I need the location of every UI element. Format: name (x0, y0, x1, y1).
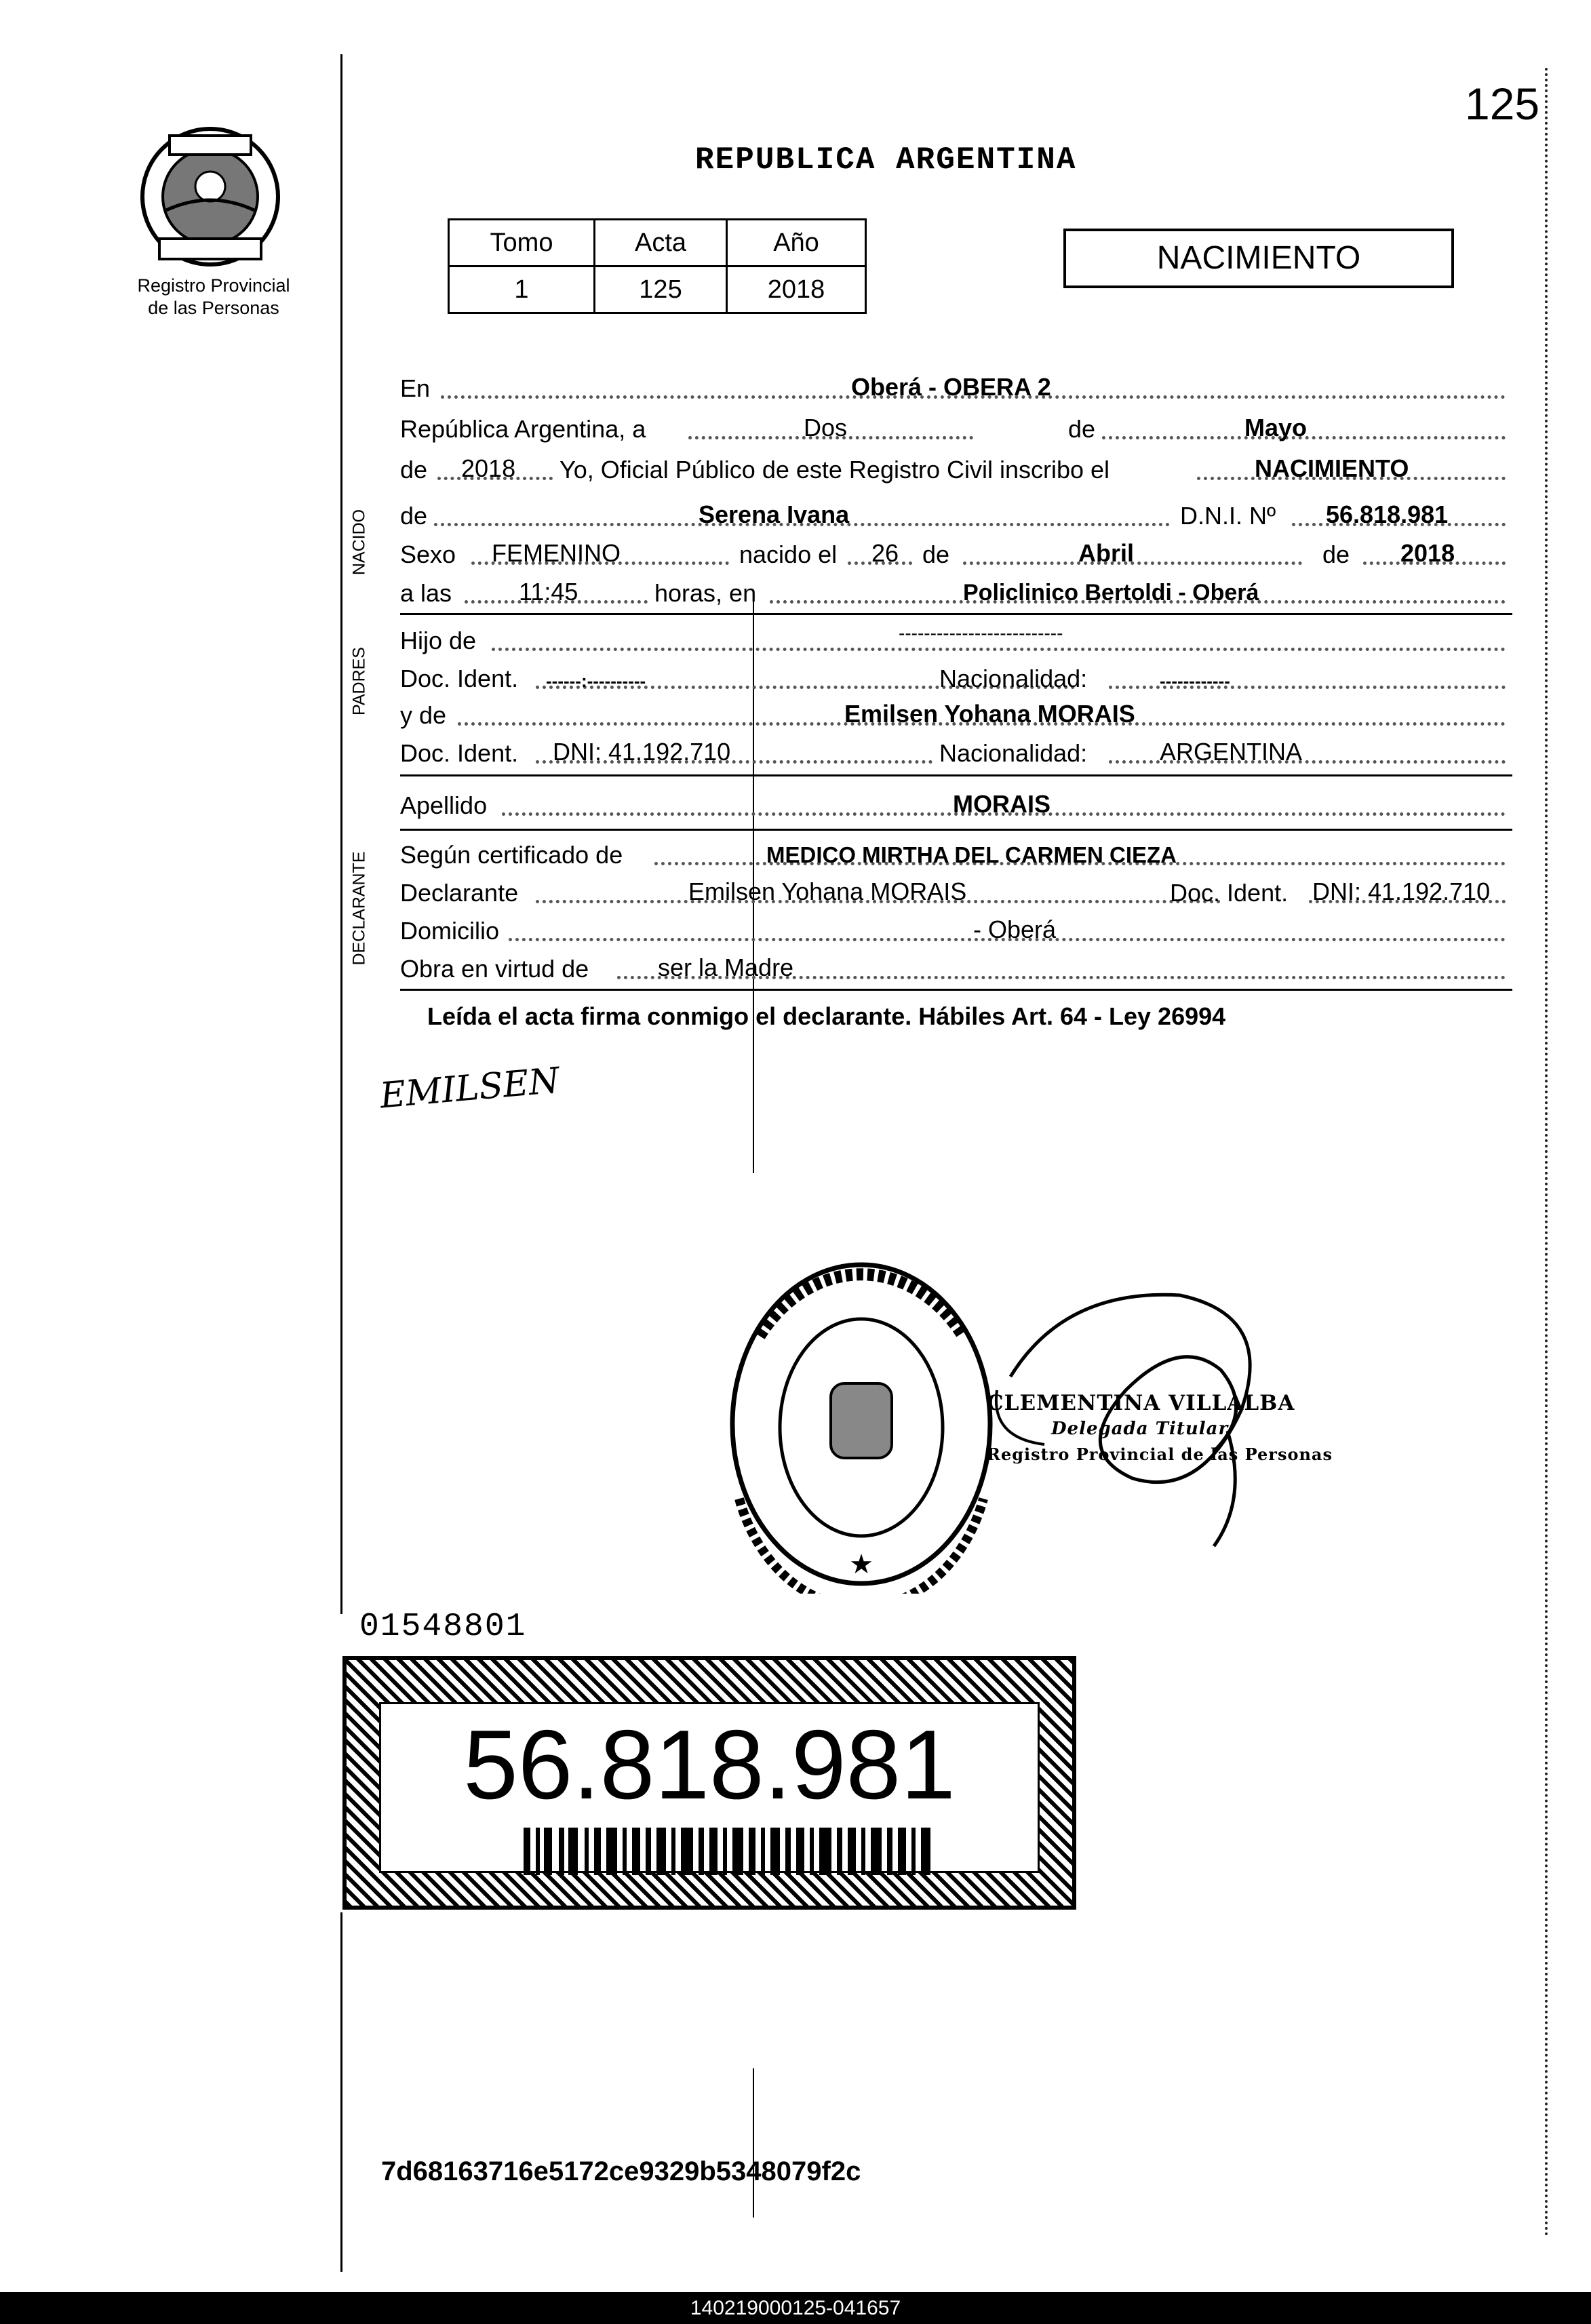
sex-value: FEMENINO (492, 539, 621, 567)
doc2-value: DNI: 41.192.710 (553, 738, 731, 766)
section-divider (400, 989, 1512, 991)
row-place (400, 366, 1512, 407)
org-line-1: Registro Provincial (137, 275, 290, 296)
nat1-label: Nacionalidad: (939, 665, 1088, 692)
doc3-label: Doc. Ident. (1170, 879, 1289, 907)
month-value: Mayo (1244, 414, 1308, 441)
child-of-label: Hijo de (400, 627, 477, 654)
cert-value: MEDICO MIRTHA DEL CARMEN CIEZA (766, 842, 1177, 867)
official-name: CLEMENTINA VILLALBA (987, 1391, 1295, 1415)
value-ano: 2018 (727, 267, 866, 313)
row-sex-birth (400, 532, 1512, 573)
province-seal-logo (119, 122, 302, 271)
nat2-value: ARGENTINA (1160, 738, 1303, 766)
nat2-label: Nacionalidad: (939, 739, 1088, 767)
surname-label: Apellido (400, 791, 488, 819)
official-org: Registro Provincial de las Personas (987, 1444, 1333, 1464)
address-label: Domicilio (400, 917, 500, 945)
time-value: 11:45 (519, 578, 578, 606)
declarant-label: Declarante (400, 879, 519, 907)
center-fold-line-lower (753, 2068, 754, 2218)
section-divider (400, 829, 1512, 831)
country-label: República Argentina, a (400, 415, 646, 443)
de4-label: de (1322, 540, 1350, 568)
mother-value: Emilsen Yohana MORAIS (844, 700, 1135, 728)
row-certificate (400, 833, 1512, 873)
header-acta: Acta (595, 220, 727, 267)
birth-day-value: 26 (871, 539, 899, 567)
nat1-value: ------------ (1160, 671, 1230, 691)
year-value: 2018 (461, 454, 516, 482)
and-label: y de (400, 701, 447, 729)
dni-value: 56.818.981 (1326, 500, 1449, 528)
en-label: En (400, 374, 431, 402)
footer-code-bar: 140219000125-041657 (0, 2292, 1591, 2324)
row-acts (400, 947, 1512, 987)
row-name (400, 494, 1512, 534)
doc3-value: DNI: 41.192.710 (1312, 878, 1491, 905)
declarant-value: Emilsen Yohana MORAIS (688, 878, 967, 905)
dni-banner (342, 1656, 1076, 1910)
doc2-label: Doc. Ident. (400, 739, 519, 767)
registry-org-name (112, 275, 315, 319)
official-signature-block (987, 1390, 1333, 1468)
sex-label: Sexo (400, 540, 456, 568)
dni-banner-number: 56.818.981 (463, 1710, 956, 1819)
act-type-box: NACIMIENTO (1063, 229, 1454, 288)
birth-place-value: Policlinico Bertoldi - Oberá (963, 580, 1259, 606)
row-doc-2 (400, 731, 1512, 772)
place-value: Oberá - OBERA 2 (851, 373, 1051, 401)
surname-value: MORAIS (953, 790, 1050, 818)
hours-label: horas, en (654, 579, 757, 607)
de3-label: de (922, 540, 950, 568)
section-label-padres: PADRES (349, 647, 369, 715)
day-value: Dos (804, 414, 848, 441)
child-name-value: Serena Ivana (699, 500, 850, 528)
of-label: de (400, 502, 428, 530)
act-value: NACIMIENTO (1255, 454, 1409, 482)
header-tomo: Tomo (449, 220, 595, 267)
value-acta: 125 (595, 267, 727, 313)
country-heading: REPUBLICA ARGENTINA (695, 142, 1077, 178)
doc1-label: Doc. Ident. (400, 665, 519, 692)
registry-table (448, 218, 867, 314)
section-label-declarante: DECLARANTE (349, 851, 369, 966)
row-address (400, 909, 1512, 949)
document-hash: 7d68163716e5172ce9329b5348079f2c (381, 2156, 861, 2186)
row-surname (400, 783, 1512, 824)
row-father (400, 618, 1512, 659)
closing-statement: Leída el acta firma conmigo el declarante. Hábiles Art. 64 - Ley 26994 (427, 1002, 1226, 1030)
row-doc-1 (400, 656, 1512, 697)
de-label: de (1068, 415, 1096, 443)
section-label-nacido: NACIDO (349, 509, 369, 576)
row-mother (400, 693, 1512, 734)
address-value: - Oberá (973, 915, 1057, 943)
at-label: a las (400, 579, 452, 607)
cert-label: Según certificado de (400, 841, 623, 869)
row-year-act (400, 448, 1512, 488)
row-date (400, 407, 1512, 448)
section-divider (400, 613, 1512, 615)
official-label: Yo, Oficial Público de este Registro Civil inscribo el (559, 456, 1110, 484)
dni-label: D.N.I. Nº (1180, 502, 1276, 530)
acts-value: ser la Madre (658, 953, 794, 981)
right-margin-line (1545, 68, 1548, 2238)
page-number: 125 (1465, 79, 1540, 129)
born-label: nacido el (739, 540, 838, 568)
left-margin-line (340, 54, 342, 1614)
row-declarant (400, 871, 1512, 911)
doc1-value: ------:---------- (546, 671, 646, 691)
acts-label: Obra en virtud de (400, 955, 589, 983)
left-margin-line-lower (340, 1912, 342, 2272)
birth-month-value: Abril (1078, 539, 1135, 567)
barcode (524, 1828, 930, 1875)
value-tomo: 1 (449, 267, 595, 313)
official-title: Delegada Titular (1051, 1419, 1229, 1439)
row-time-place (400, 571, 1512, 612)
dni-banner-inner (379, 1702, 1040, 1873)
father-value: -------------------------- (899, 623, 1063, 644)
serial-number: 01548801 (359, 1609, 527, 1645)
org-line-2: de las Personas (148, 298, 279, 318)
birth-year-value: 2018 (1400, 539, 1455, 567)
section-divider (400, 774, 1512, 776)
svg-text:★: ★ (849, 1549, 873, 1580)
dotted-line (492, 648, 1506, 651)
declarant-handwritten-signature: EMILSEN (378, 1060, 562, 1117)
header-ano: Año (727, 220, 866, 267)
de2-label: de (400, 456, 428, 484)
